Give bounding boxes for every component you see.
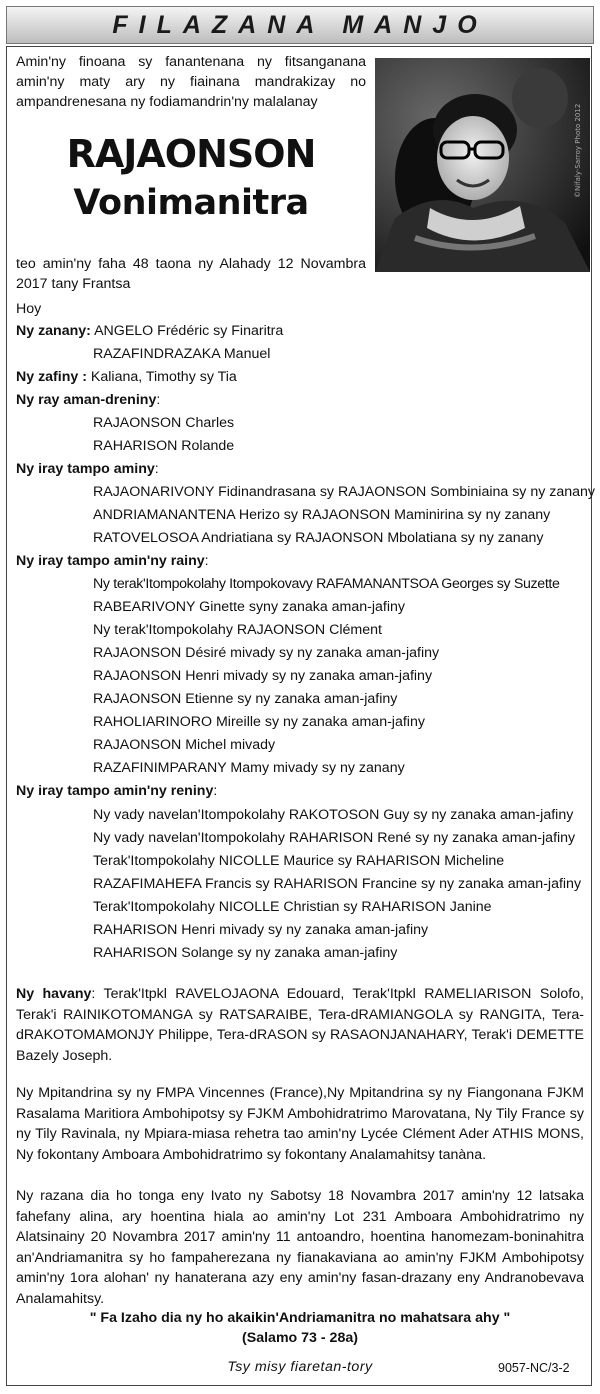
razana-paragraph: Ny razana dia ho tonga eny Ivato ny Sabotsy 18 Novambra 2017 amin'ny 12 latsaka fahefany alina, ary hoentina hiala ao amin'ny Lot 231 Amboara Ambohidratrimo ny Alatsinainy 20 Novambra 2017 amin'ny 11 antoandro, hoentina hanomezam-boninahitra an'Andriamanitra sy ho fampaherezana ny fianakaviana ao amin'ny FJKM Ambohipotsy amin'ny 1ora alohan' ny hanaterana azy eny amin'ny fasan-drazany eny Andranobevava Analamahitsy. (16, 1188, 584, 1307)
list-item: RAHARISON Rolande (93, 438, 235, 454)
tsy-misy-fiaretan-tory: Tsy misy fiaretan-tory (227, 1359, 373, 1375)
intro-text: Amin'ny finoana sy fanantenana ny fitsanganana amin'ny maty ary ny fiainana mandrakizay no ampandrenesana ny fodiamandrin'ny malalanay (16, 54, 366, 110)
zafiny-line (16, 366, 237, 389)
list-item: Terak'Itompokolahy NICOLLE Maurice sy RAHARISON Micheline (93, 853, 505, 869)
zanany-second: RAZAFINDRAZAKA Manuel (93, 346, 271, 362)
list-item: RAHOLIARINORO Mireille sy ny zanaka aman-jafiny (93, 714, 425, 730)
iray-tampo-rainy-heading: Ny iray tampo amin'ny rainy: (16, 553, 209, 569)
death-notice: teo amin'ny faha 48 taona ny Alahady 12 Novambra 2017 tany Frantsa (16, 256, 366, 292)
zafiny-text: Kaliana, Timothy sy Tia (90, 369, 237, 385)
list-item: RAZAFINIMPARANY Mamy mivady sy ny zanany (93, 760, 405, 776)
list-item: Terak'Itompokolahy NICOLLE Christian sy RAHARISON Janine (93, 899, 492, 915)
list-item: RAJAONSON Etienne sy ny zanaka aman-jafiny (93, 691, 398, 707)
bible-quote-reference: (Salamo 73 - 28a) (242, 1330, 358, 1346)
hoy-text: Hoy (16, 301, 42, 317)
list-item: RAZAFIMAHEFA Francis sy RAHARISON Francine sy ny zanaka aman-jafiny (93, 876, 582, 892)
iray-tampo-reniny-heading: Ny iray tampo amin'ny reniny: (16, 783, 218, 799)
zanany-first: ANGELO Frédéric sy Finaritra (94, 323, 284, 339)
list-item: RAJAONSON Henri mivady sy ny zanaka aman-jafiny (93, 668, 433, 684)
photo-watermark: ©Nifaly-Sarroy Photo 2012 (574, 103, 582, 198)
list-item: RATOVELOSOA Andriatiana sy RAJAONSON Mbolatiana sy ny zanany (93, 530, 544, 546)
list-item: RAJAONSON Charles (93, 415, 235, 431)
list-item: RAHARISON Solange sy ny zanaka aman-jafiny (93, 945, 398, 961)
list-item: RAJAONSON Michel mivady (93, 737, 276, 753)
ray-aman-dreniny-heading: Ny ray aman-dreniny: (16, 392, 161, 408)
deceased-given-name: Vonimanitra (73, 183, 309, 223)
mpitandrina-paragraph: Ny Mpitandrina sy ny FMPA Vincennes (France),Ny Mpitandrina sy ny Fiangonana FJKM Rasalama Maritiora Ambohipotsy sy FJKM Ambohidratrimo Marovatana, Ny Tily France sy ny Tily Ravinala, ny Mpiara-miasa rehetra tao amin'ny Lycée Clément Ader ATHIS MONS, Ny fokontany Amboara Ambohidratrimo sy fokontany Analamahitsy tanàna. (16, 1085, 584, 1163)
zanany-line (16, 320, 283, 343)
havany-text: Terak'Itpkl RAVELOJAONA Edouard, Terak'Itpkl RAMELIARISON Solofo, Terak'i RAINIKOTOMANGA sy RATSARAIBE, Tera-dRAMIANGOLA sy RANGITA, Tera-dRAKOTOMAMONJY Philippe, Tera-dRASON sy RASAONJANAHARY, Terak'i DEMETTE Bazely Joseph. (16, 986, 584, 1064)
iray-tampo-rainy-label: Ny iray tampo amin'ny rainy (16, 553, 205, 569)
list-item: RAJAONARIVONY Fidinandrasana sy RAJAONSON Sombiniaina sy ny zanany (93, 484, 596, 500)
iray-tampo-aminy-heading: Ny iray tampo aminy: (16, 461, 159, 477)
list-item: RABEARIVONY Ginette syny zanaka aman-jafiny (93, 599, 406, 615)
bible-quote: " Fa Izaho dia ny ho akaikin'Andriamanitra no mahatsara ahy " (89, 1310, 511, 1326)
notice-reference-code: 9057-NC/3-2 (498, 1361, 570, 1375)
header-banner (6, 6, 594, 44)
havany-paragraph: Ny havany: Terak'Itpkl RAVELOJAONA Edouard, Terak'Itpkl RAMELIARISON Solofo, Terak'i RAINIKOTOMANGA sy RATSARAIBE, Tera-dRAMIANGOLA sy RANGITA, Tera-dRAKOTOMAMONJY Philippe, Tera-dRASON sy RASAONJANAHARY, Terak'i DEMETTE Bazely Joseph. (16, 986, 584, 1064)
header-title: FILAZANA MANJO (112, 10, 488, 39)
list-item: RAHARISON Henri mivady sy ny zanaka aman-jafiny (93, 922, 429, 938)
deceased-surname: RAJAONSON (66, 132, 316, 176)
iray-tampo-reniny-label: Ny iray tampo amin'ny reniny (16, 783, 214, 799)
list-item: Ny vady navelan'Itompokolahy RAHARISON René sy ny zanaka aman-jafiny (93, 830, 576, 846)
list-item: ANDRIAMANANTENA Herizo sy RAJAONSON Maminirina sy ny zanany (93, 507, 551, 523)
list-item: Ny vady navelan'Itompokolahy RAKOTOSON Guy sy ny zanaka aman-jafiny (93, 807, 574, 823)
list-item: Ny terak'Itompokolahy Itompokovavy RAFAMANANTSOA Georges sy Suzette (93, 576, 560, 592)
list-item: Ny terak'Itompokolahy RAJAONSON Clément (93, 622, 382, 638)
iray-tampo-aminy-label: Ny iray tampo aminy (16, 461, 155, 477)
zafiny-label: Ny zafiny : (16, 369, 87, 385)
portrait-photo (375, 58, 590, 272)
list-item: RAJAONSON Désiré mivady sy ny zanaka aman-jafiny (93, 645, 440, 661)
havany-label: Ny havany (16, 986, 92, 1002)
ray-aman-dreniny-label: Ny ray aman-dreniny (16, 392, 157, 408)
zanany-label: Ny zanany: (16, 323, 91, 339)
